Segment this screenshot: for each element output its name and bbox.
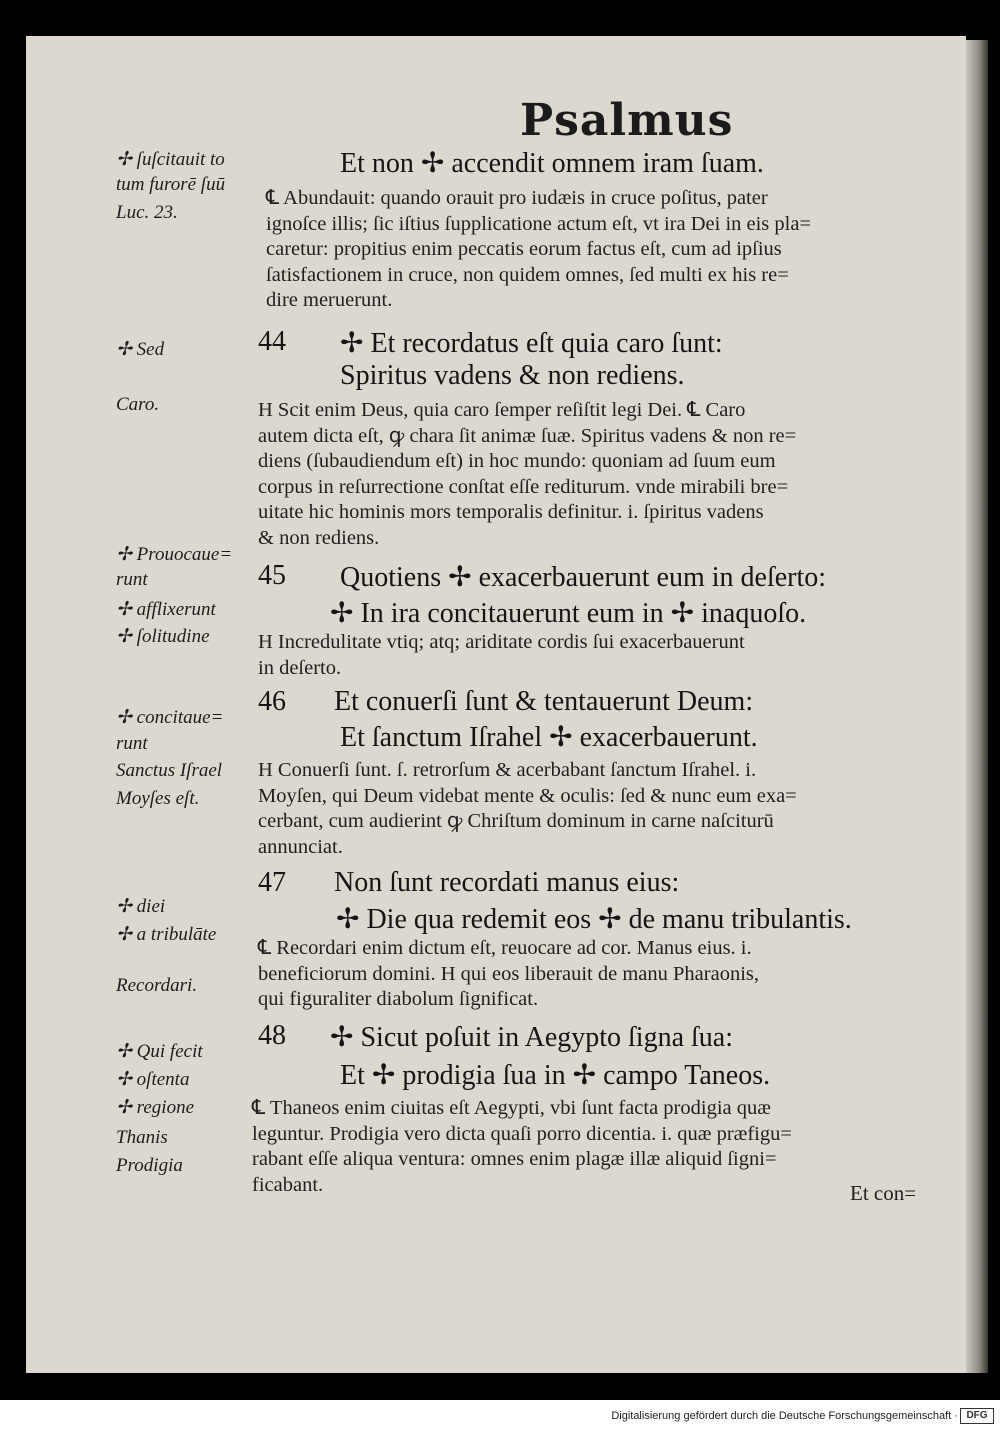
commentary-line: rabant eſſe aliqua ventura: omnes enim plagæ illæ aliquid ſigni=	[252, 1148, 777, 1170]
verse-line: Et non ✢ accendit omnem iram ſuam.	[340, 148, 764, 179]
commentary-block	[252, 1096, 947, 1198]
margin-note: ✢ Qui fecit	[116, 1041, 203, 1062]
commentary-line: in deſerto.	[258, 656, 342, 679]
commentary-line: ℄ Thaneos enim ciuitas eſt Aegypti, vbi ſunt facta prodigia quæ	[252, 1097, 771, 1119]
margin-note: Recordari.	[116, 975, 198, 996]
margin-note: ✢ concitaue=	[116, 707, 224, 728]
commentary-block	[258, 398, 953, 551]
margin-note: ✢ ſolitudine	[116, 626, 210, 647]
commentary-line: ℄ Recordari enim dictum eſt, reuocare ad cor. Manus eius. i.	[258, 937, 752, 959]
margin-note: Thanis	[116, 1127, 168, 1148]
margin-note: ✢ regione	[116, 1097, 195, 1118]
catchword: Et con=	[850, 1181, 917, 1205]
margin-note: ✢ Sed	[116, 339, 165, 360]
commentary-line: qui figuraliter diabolum ſignificat.	[258, 988, 539, 1010]
verse-line: Et conuerſi ſunt & tentauerunt Deum:	[334, 686, 754, 717]
commentary-line: annunciat.	[258, 835, 343, 858]
margin-note: Caro.	[116, 394, 160, 415]
commentary-line: beneficiorum domini. H qui eos liberauit de manu Pharaonis,	[258, 962, 759, 985]
commentary-line: ℄ Abundauit: quando orauit pro iudæis in cruce poſitus, pater	[266, 187, 768, 209]
verse-number: 48	[258, 1020, 286, 1051]
margin-note: Sanctus Iſrael	[116, 760, 223, 781]
verse-number: 46	[258, 686, 286, 717]
commentary-line: cerbant, cum audierint ꝙ Chriſtum dominum in carne naſciturū	[258, 810, 774, 832]
commentary-line: corpus in reſurrectione conſtat eſſe rediturum. vnde mirabili bre=	[258, 475, 789, 498]
margin-note: Moyſes eſt.	[116, 788, 200, 809]
verse-line: ✢ In ira concitauerunt eum in ✢ inaquoſo.	[330, 598, 807, 629]
margin-note: runt	[116, 569, 148, 590]
commentary-line: ficabant.	[252, 1173, 324, 1196]
margin-note: ✢ a tribulāte	[116, 924, 217, 945]
commentary-block	[258, 758, 953, 860]
verse-number: 45	[258, 560, 286, 591]
commentary-line: autem dicta eſt, ꝙ chara ſit animæ ſuæ. Spiritus vadens & non re=	[258, 424, 797, 447]
margin-note: ✢ afflixerunt	[116, 599, 216, 620]
commentary-line: ſatisfactionem in cruce, non quidem omnes, ſed multi ex his re=	[266, 263, 789, 286]
commentary-line: leguntur. Prodigia vero dicta quaſi porro dicentia. i. quæ præfigu=	[252, 1122, 792, 1145]
verse-line: Et ſanctum Iſrahel ✢ exacerbauerunt.	[340, 722, 758, 753]
verse-line: ✢ Sicut poſuit in Aegypto ſigna ſua:	[330, 1022, 733, 1053]
commentary-line: uitate hic hominis mors temporalis definitur. i. ſpiritus vadens	[258, 501, 764, 523]
margin-note: Luc. 23.	[116, 202, 178, 223]
verse-number: 44	[258, 326, 286, 357]
commentary-block	[258, 936, 953, 1013]
commentary-line: ignoſce illis; ſic iſtius ſupplicatione actum eſt, vt ira Dei in eis pla=	[266, 212, 812, 235]
verse-line: Et ✢ prodigia ſua in ✢ campo Taneos.	[340, 1060, 771, 1091]
commentary-block	[258, 630, 953, 681]
margin-note: Prodigia	[116, 1155, 183, 1176]
verse-line: ✢ Die qua redemit eos ✢ de manu tribulantis.	[336, 904, 852, 935]
margin-note: ✢ oſtenta	[116, 1069, 190, 1090]
commentary-line: diens (ſubaudiendum eſt) in hoc mundo: quoniam ad ſuum eum	[258, 450, 776, 472]
verse-line: ✢ Et recordatus eſt quia caro ſunt:	[340, 328, 723, 359]
verse-line: Quotiens ✢ exacerbauerunt eum in deſerto:	[340, 562, 827, 593]
funding-notice: Digitalisierung gefördert durch die Deutsche Forschungsgemeinschaft ·	[611, 1410, 958, 1422]
page-edge	[966, 40, 988, 1373]
dfg-logo: DFG	[960, 1408, 994, 1424]
margin-note: ✢ diei	[116, 896, 166, 917]
verse-number: 47	[258, 867, 286, 898]
margin-note: tum furorē ſuū	[116, 174, 226, 195]
commentary-line: H Incredulitate vtiq; atq; ariditate cordis ſui exacerbauerunt	[258, 631, 745, 653]
verse-line: Non ſunt recordati manus eius:	[334, 867, 680, 898]
commentary-line: dire meruerunt.	[266, 289, 393, 311]
running-head: Psalmus	[520, 95, 734, 146]
margin-note: ✢ Prouocaue=	[116, 544, 233, 565]
commentary-block	[266, 186, 961, 314]
commentary-line: caretur: propitius enim peccatis eorum factus eſt, cum ad ipſius	[266, 238, 782, 260]
commentary-line: H Scit enim Deus, quia caro ſemper reſiſtit legi Dei. ℄ Caro	[258, 399, 746, 421]
verse-line: Spiritus vadens & non rediens.	[340, 360, 685, 391]
margin-note: runt	[116, 733, 148, 754]
margin-note: ✢ ſuſcitauit to	[116, 149, 225, 170]
commentary-line: Moyſen, qui Deum videbat mente & oculis: ſed & nunc eum exa=	[258, 784, 797, 807]
commentary-line: & non rediens.	[258, 526, 380, 549]
commentary-line: H Conuerſi ſunt. ſ. retrorſum & acerbabant ſanctum Iſrahel. i.	[258, 759, 757, 781]
